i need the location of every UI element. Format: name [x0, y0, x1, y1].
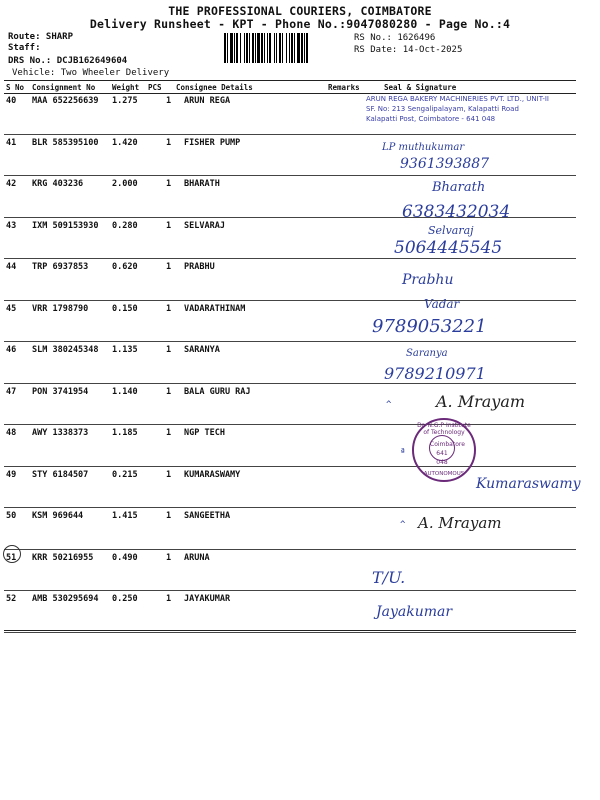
runsheet-subtitle: Delivery Runsheet - KPT - Phone No.:9047080280 - Page No.:4	[89, 17, 511, 31]
cell-weight: 0.490	[112, 552, 138, 563]
cell-consignee: SANGEETHA	[184, 511, 231, 521]
seal-center-text: Coimbatore 641 048	[429, 435, 455, 461]
cell-sno: 47	[6, 386, 17, 397]
col-seal: Seal & Signature	[384, 83, 457, 92]
cell-consignee: SARANYA	[184, 345, 220, 355]
cell-weight: 0.215	[112, 469, 138, 480]
cell-pcs: 1	[166, 428, 172, 438]
cell-pcs: 1	[166, 469, 172, 480]
barcode	[224, 33, 350, 63]
cell-consignment: PON 3741954	[32, 386, 89, 397]
cell-sno: 41	[6, 137, 17, 148]
cell-consignee: KUMARASWAMY	[184, 469, 241, 480]
col-consignment: Consignment No	[32, 83, 96, 92]
col-sno: S No	[6, 83, 25, 92]
cell-sno: 48	[6, 428, 17, 438]
cell-consignment: MAA 652256639	[32, 96, 99, 106]
cell-pcs: 1	[166, 594, 172, 604]
tick-mark: ^	[386, 400, 392, 410]
cell-sno: 46	[6, 345, 17, 355]
cell-consignment: AMB 530295694	[32, 594, 99, 604]
phone-41: 9361393887	[400, 156, 490, 172]
row-51-circle-mark	[3, 545, 21, 563]
cell-pcs: 1	[166, 137, 172, 148]
phone-45: 9789053221	[372, 316, 487, 337]
cell-sno: 42	[6, 179, 17, 189]
cell-consignee: ARUN REGA	[184, 96, 231, 106]
cell-consignment: KSM 969644	[32, 511, 84, 521]
cell-weight: 2.000	[112, 179, 138, 189]
rs-date: RS Date: 14-Oct-2025	[354, 45, 463, 55]
cell-consignee: BHARATH	[184, 179, 220, 189]
table-row	[4, 258, 576, 301]
cell-weight: 1.185	[112, 428, 138, 438]
institute-seal	[412, 418, 476, 482]
company-stamp	[366, 94, 549, 124]
signature-51: T/U.	[372, 568, 406, 587]
signature-43: Selvaraj	[428, 224, 474, 237]
cell-consignment: BLR 585395100	[32, 137, 99, 148]
stamp-line-1: ARUN REGA BAKERY MACHINERIES PVT. LTD., UNIT-II	[366, 95, 549, 103]
cell-sno: 43	[6, 220, 17, 231]
col-weight: Weight	[112, 83, 140, 92]
cell-pcs: 1	[166, 179, 172, 189]
cell-consignee: NGP TECH	[184, 428, 225, 438]
cell-sno: 52	[6, 594, 17, 604]
cell-consignment: STY 6184507	[32, 469, 89, 480]
cell-consignee: VADARATHINAM	[184, 303, 246, 314]
cell-consignment: KRR 50216955	[32, 552, 94, 563]
cell-weight: 0.620	[112, 262, 138, 272]
col-pcs: PCS	[148, 83, 162, 92]
signature-47: A. Mrayam	[436, 392, 526, 411]
col-consignee: Consignee Details	[176, 83, 253, 92]
phone-42: 6383432034	[402, 202, 511, 222]
staff-label: Staff:	[8, 43, 41, 53]
cell-consignee: SELVARAJ	[184, 220, 225, 231]
cell-consignee: JAYAKUMAR	[184, 594, 231, 604]
cell-sno: 40	[6, 96, 17, 106]
signature-41: LP muthukumar	[382, 142, 465, 153]
cell-consignee: ARUNA	[184, 552, 210, 563]
phone-43: 5064445545	[394, 238, 503, 258]
vehicle-label: Vehicle: Two Wheeler Delivery	[12, 68, 170, 78]
table-row	[4, 549, 576, 592]
cell-weight: 0.250	[112, 594, 138, 604]
cell-sno: 44	[6, 262, 17, 272]
signature-52: Jayakumar	[376, 604, 453, 620]
cell-sno: 50	[6, 511, 17, 521]
table-row	[4, 134, 576, 177]
cell-sno: 45	[6, 303, 17, 314]
table-row	[4, 341, 576, 384]
table-row	[4, 590, 576, 633]
table-row	[4, 300, 576, 343]
cell-pcs: 1	[166, 386, 172, 397]
cell-consignment: VRR 1798790	[32, 303, 89, 314]
col-remarks: Remarks	[328, 83, 360, 92]
signature-44: Prabhu	[402, 272, 454, 288]
cell-weight: 1.415	[112, 511, 138, 521]
runsheet-title: THE PROFESSIONAL COURIERS, COIMBATORE	[168, 4, 432, 18]
cell-pcs: 1	[166, 220, 172, 231]
cell-weight: 1.135	[112, 345, 138, 355]
cell-weight: 0.280	[112, 220, 138, 231]
cell-consignment: IXM 509153930	[32, 220, 99, 231]
runsheet-table	[4, 80, 576, 631]
cell-pcs: 1	[166, 511, 172, 521]
cell-consignment: TRP 6937853	[32, 262, 89, 272]
cell-pcs: 1	[166, 262, 172, 272]
rs-number: RS No.: 1626496	[354, 33, 436, 43]
seal-ring-text: Dr. N.G.P Institute of Technology	[417, 422, 471, 436]
cell-pcs: 1	[166, 96, 172, 106]
signature-42: Bharath	[432, 180, 486, 195]
cell-consignee: BALA GURU RAJ	[184, 386, 251, 397]
signature-49: Kumaraswamy	[476, 476, 581, 492]
barcode-bar	[306, 33, 308, 63]
cell-consignment: SLM 380245348	[32, 345, 99, 355]
cell-weight: 1.420	[112, 137, 138, 148]
cell-consignment: KRG 403236	[32, 179, 84, 189]
cell-consignee: FISHER PUMP	[184, 137, 241, 148]
cell-weight: 1.275	[112, 96, 138, 106]
cell-weight: 0.150	[112, 303, 138, 314]
signature-46: Saranya	[406, 348, 448, 359]
route-label: Route: SHARP	[8, 32, 74, 42]
signature-45: Vadar	[424, 297, 460, 311]
drs-number: DRS No.: DCJB162649604	[8, 56, 128, 66]
cell-consignee: PRABHU	[184, 262, 215, 272]
cell-pcs: 1	[166, 303, 172, 314]
tick-mark: ª	[400, 448, 406, 458]
cell-consignment: AWY 1338373	[32, 428, 89, 438]
stamp-line-3: Kalapatti Post, Coimbatore - 641 048	[366, 115, 496, 123]
signature-50: A. Mrayam	[418, 514, 502, 532]
seal-bottom-text: AUTONOMOUS	[423, 471, 465, 477]
table-row	[4, 424, 576, 467]
cell-pcs: 1	[166, 345, 172, 355]
phone-46: 9789210971	[384, 364, 486, 383]
cell-weight: 1.140	[112, 386, 138, 397]
cell-pcs: 1	[166, 552, 172, 563]
tick-mark: ^	[400, 520, 406, 530]
cell-sno: 49	[6, 469, 17, 480]
stamp-line-2: SF. No: 213 Sengalipalayam, Kalapatti Road	[366, 105, 519, 113]
cell-sno: 51	[6, 552, 17, 563]
